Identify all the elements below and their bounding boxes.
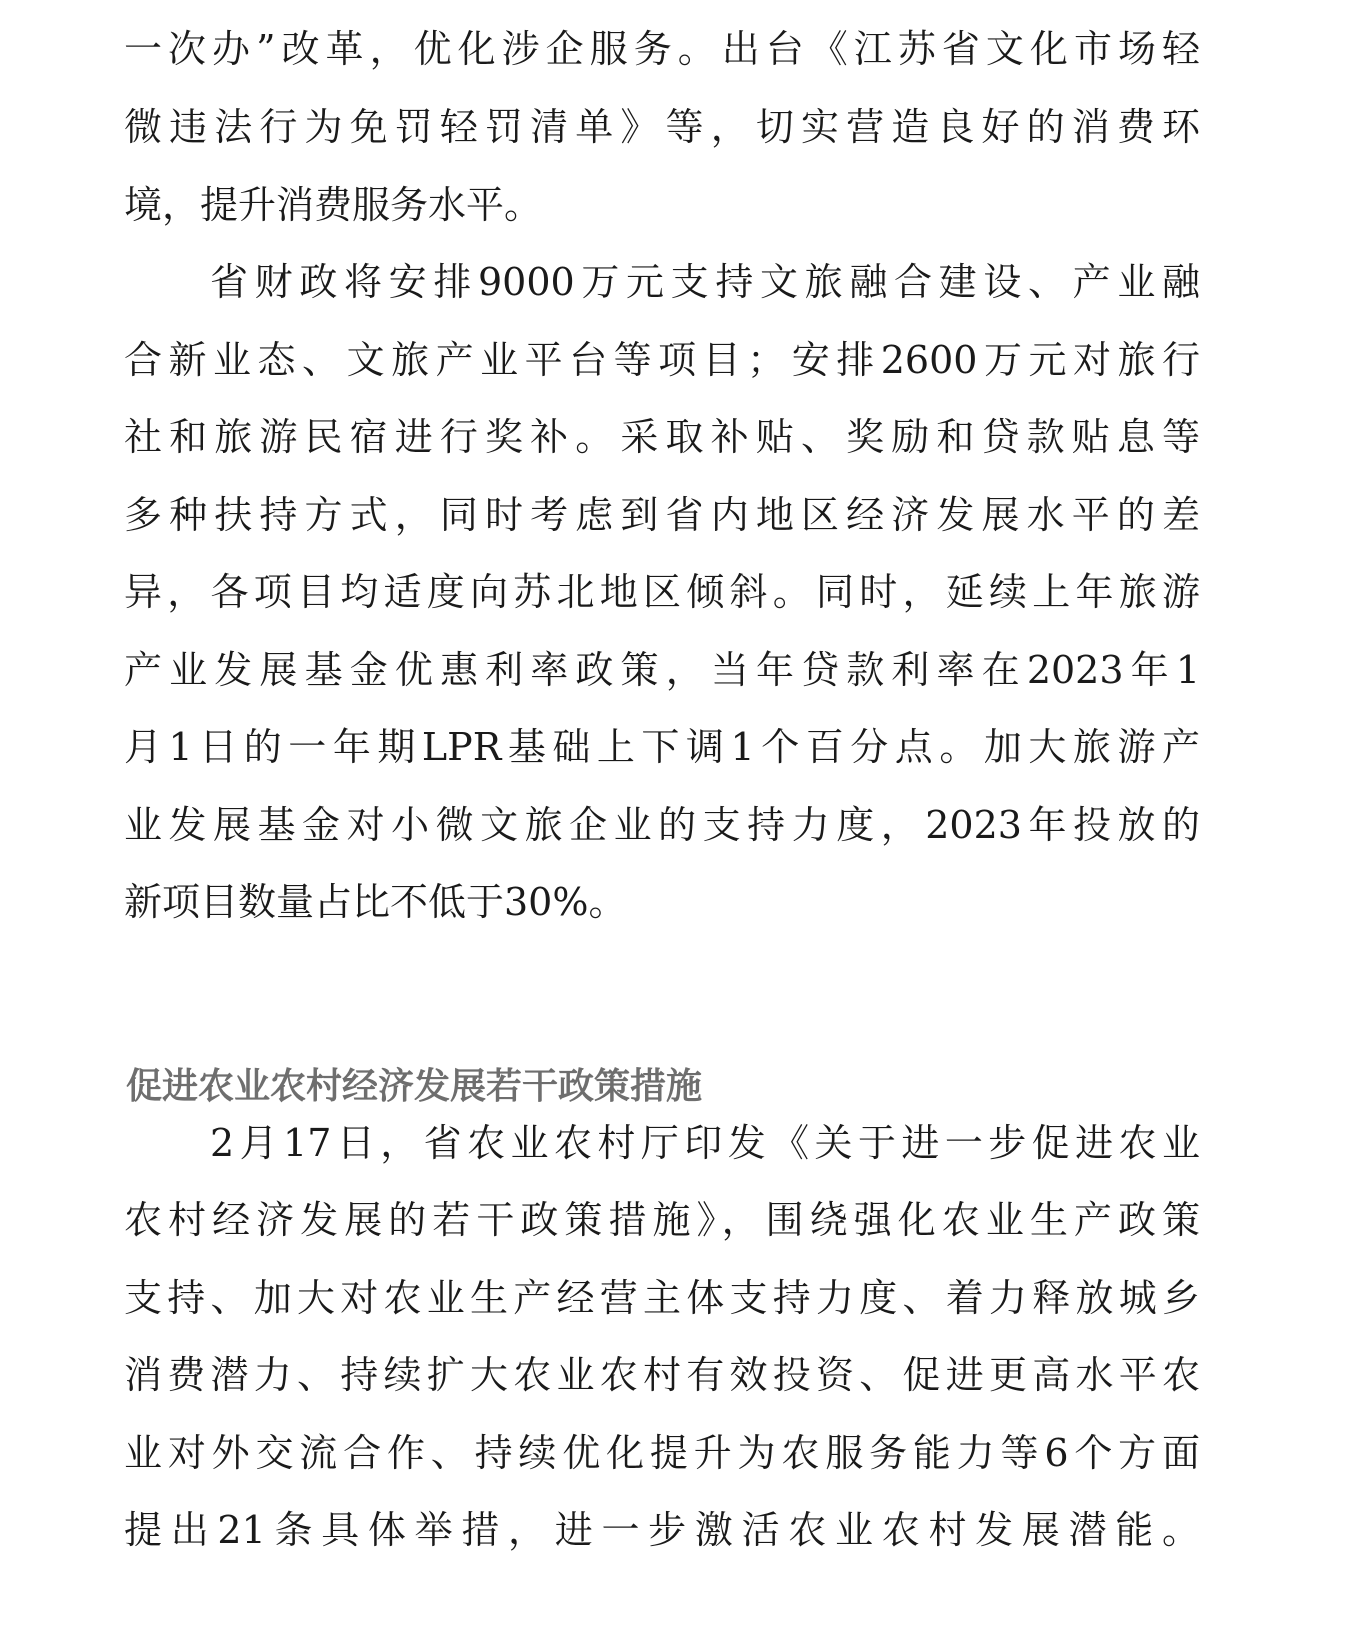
text-line: 微违法行为免罚轻罚清单》等，切实营造良好的消费环: [124, 105, 1200, 149]
text-line: 业对外交流合作、持续优化提升为农服务能力等6个方面: [124, 1431, 1200, 1475]
text-line: 产业发展基金优惠利率政策，当年贷款利率在2023年1: [124, 648, 1200, 692]
section-heading: 促进农业农村经济发展若干政策措施: [126, 1066, 703, 1107]
text-line: 境，提升消费服务水平。: [124, 183, 543, 227]
text-line: 2月17日，省农业农村厅印发《关于进一步促进农业: [210, 1121, 1200, 1165]
text-line: 支持、加大对农业生产经营主体支持力度、着力释放城乡: [124, 1276, 1200, 1320]
text-line: 提出21条具体举措，进一步激活农业农村发展潜能。: [124, 1508, 1200, 1552]
text-line: 农村经济发展的若干政策措施》，围绕强化农业生产政策: [124, 1198, 1200, 1242]
text-line: 社和旅游民宿进行奖补。采取补贴、奖励和贷款贴息等: [124, 415, 1200, 459]
text-line: 消费潜力、持续扩大农业农村有效投资、促进更高水平农: [124, 1353, 1200, 1397]
text-line: 新项目数量占比不低于30%。: [124, 880, 627, 924]
text-line: 省财政将安排9000万元支持文旅融合建设、产业融: [210, 260, 1200, 304]
text-line: 多种扶持方式，同时考虑到省内地区经济发展水平的差: [124, 493, 1200, 537]
text-line: 异，各项目均适度向苏北地区倾斜。同时，延续上年旅游: [124, 570, 1200, 614]
text-line: 一次办”改革，优化涉企服务。出台《江苏省文化市场轻: [124, 27, 1200, 71]
text-line: 合新业态、文旅产业平台等项目；安排2600万元对旅行: [124, 338, 1200, 382]
text-line: 月1日的一年期LPR基础上下调1个百分点。加大旅游产: [124, 725, 1200, 769]
text-line: 业发展基金对小微文旅企业的支持力度，2023年投放的: [124, 803, 1200, 847]
